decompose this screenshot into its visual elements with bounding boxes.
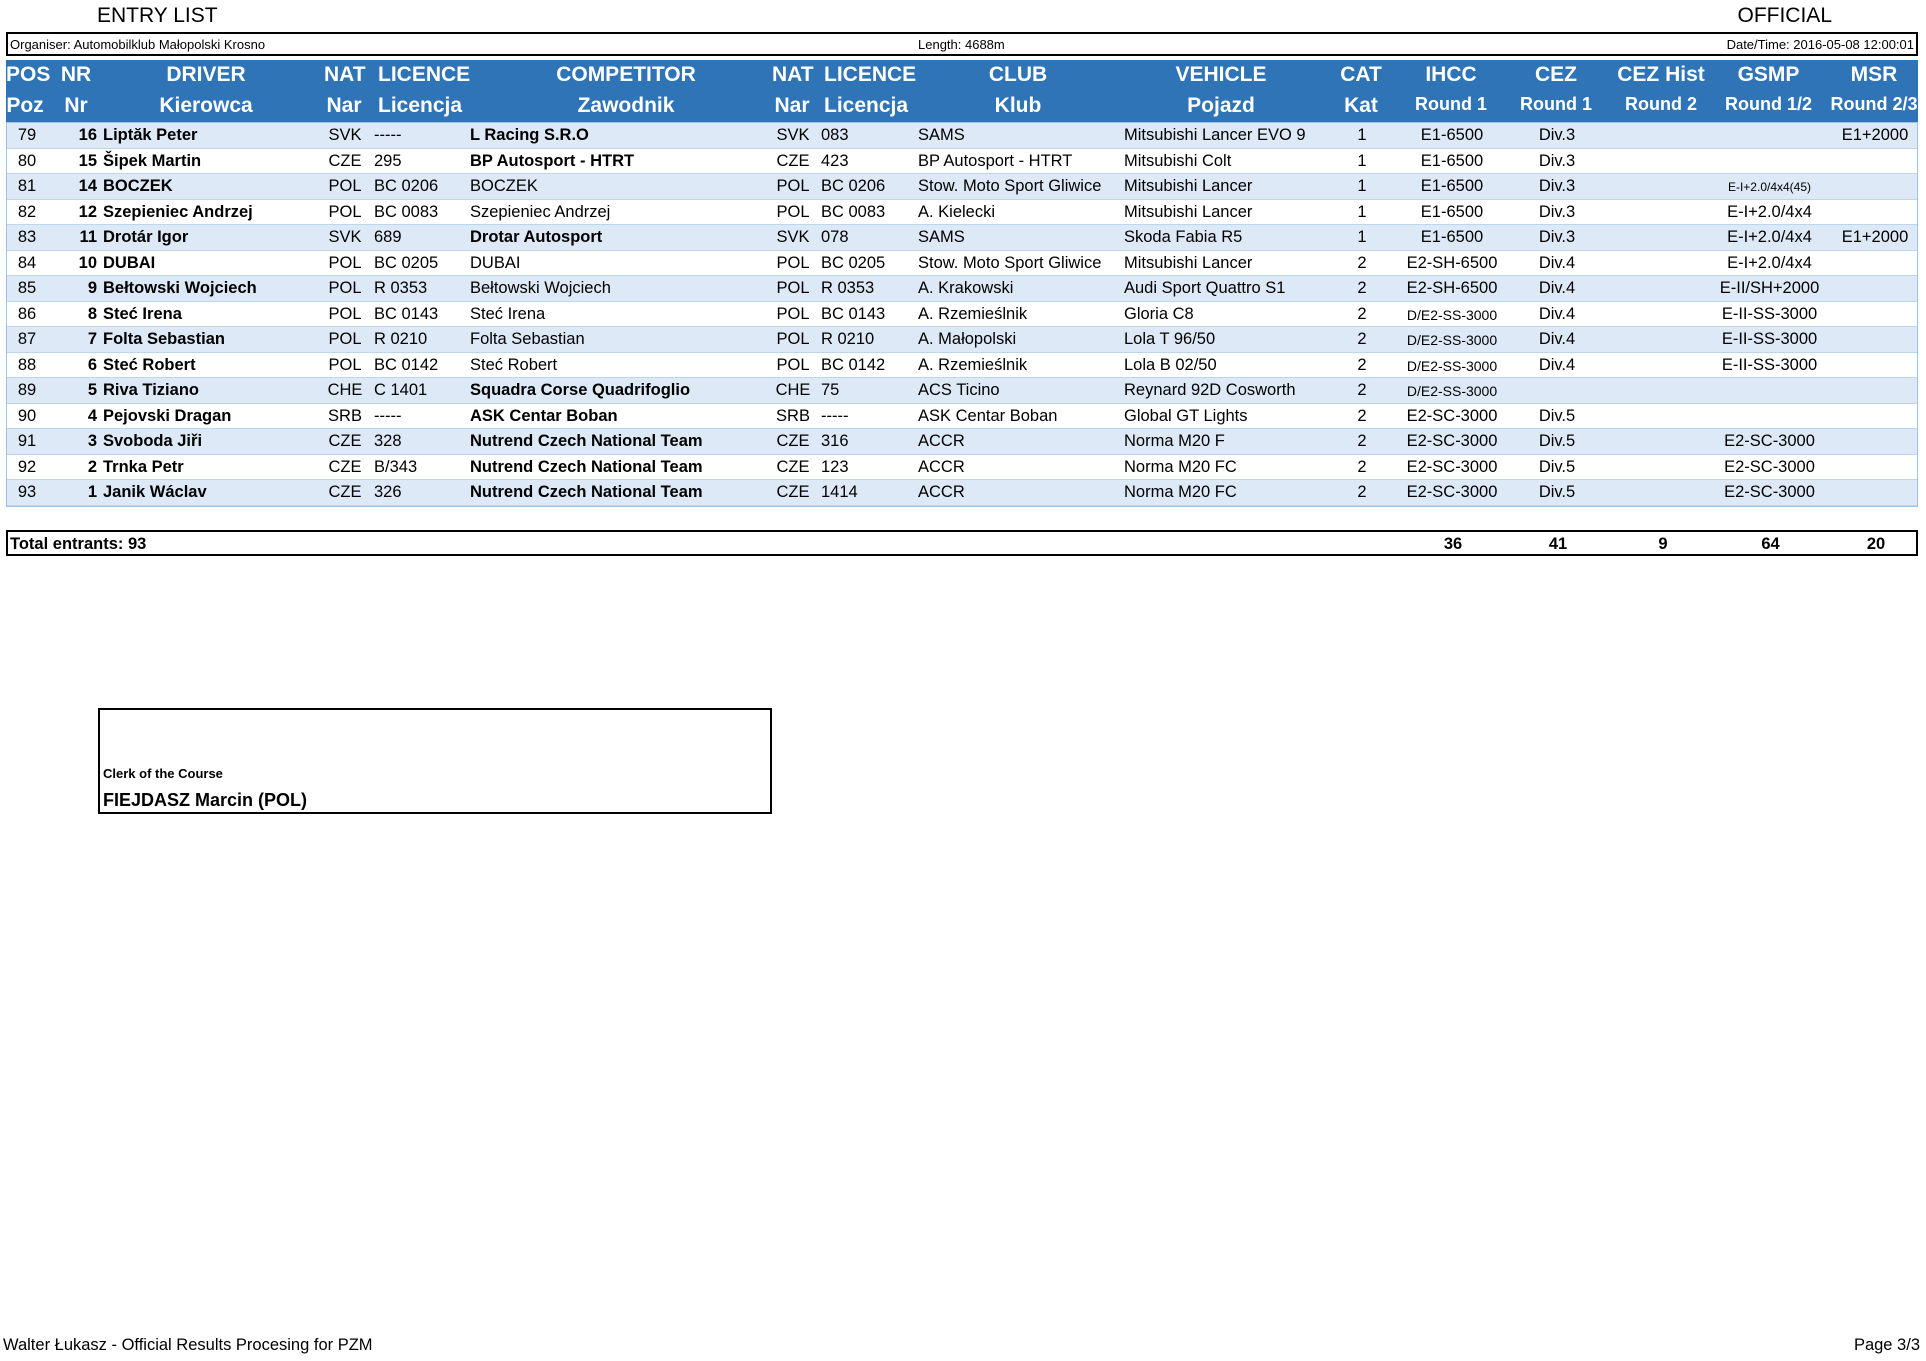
- cell-club: BP Autosport - HTRT: [918, 151, 1073, 170]
- cell-pos: 91: [17, 432, 37, 450]
- header-pos-sub: Poz: [6, 94, 44, 117]
- table-row: [7, 353, 1917, 379]
- cell-cat: 2: [1357, 304, 1367, 323]
- cell-nr: 11: [79, 228, 97, 246]
- cell-lic: B/343: [374, 457, 418, 476]
- cell-cat: 2: [1357, 355, 1367, 374]
- totals-bar: [6, 530, 1918, 556]
- table-row: [7, 149, 1917, 175]
- cell-clic: BC 0143: [821, 304, 886, 323]
- cell-pos: 88: [17, 355, 37, 374]
- header-gsmp-sub: Round 1/2: [1724, 94, 1812, 114]
- cell-cnat: SVK: [776, 228, 810, 246]
- cell-nat: SVK: [328, 126, 362, 144]
- clerk-name: FIEJDASZ Marcin (POL): [103, 790, 308, 810]
- cell-nr: 5: [87, 381, 97, 399]
- table-row: [7, 251, 1917, 277]
- cell-msr: E1+2000: [1841, 228, 1909, 246]
- cell-club: SAMS: [918, 228, 965, 246]
- cell-vehicle: Mitsubishi Lancer EVO 9: [1124, 126, 1306, 144]
- cell-lic: BC 0205: [374, 253, 439, 272]
- cell-nr: 3: [87, 432, 97, 450]
- cell-cat: 2: [1357, 457, 1367, 476]
- cell-cez: Div.3: [1538, 228, 1576, 246]
- header-nr-sub: Nr: [64, 94, 88, 117]
- cell-vehicle: Mitsubishi Lancer: [1124, 202, 1253, 221]
- cell-gsmp: E2-SC-3000: [1724, 457, 1815, 476]
- cell-lic: 689: [374, 228, 402, 246]
- cell-cnat: POL: [776, 355, 810, 374]
- cell-ihcc: D/E2-SS-3000: [1406, 383, 1498, 399]
- info-bar: [6, 32, 1918, 56]
- header-msr-sub: Round 2/3: [1830, 94, 1918, 114]
- cell-lic: 295: [374, 151, 402, 170]
- header-row-primary: [6, 60, 1918, 91]
- cell-nat: CZE: [328, 457, 362, 476]
- cell-gsmp: E-I+2.0/4x4: [1727, 228, 1812, 246]
- cell-ihcc: E1-6500: [1420, 126, 1484, 144]
- table-row: [7, 200, 1917, 226]
- cell-driver: Trnka Petr: [103, 457, 184, 476]
- cell-driver: Liptăk Peter: [103, 126, 198, 144]
- header-licence: LICENCE: [378, 63, 471, 86]
- cell-cez: Div.4: [1538, 330, 1576, 348]
- table-row: [7, 378, 1917, 404]
- cell-cez: Div.5: [1538, 457, 1576, 476]
- cell-cnat: POL: [776, 202, 810, 221]
- cell-comp: ASK Centar Boban: [470, 406, 618, 425]
- header-cez: CEZ: [1535, 63, 1577, 86]
- cell-lic: BC 0206: [374, 177, 439, 195]
- cell-pos: 85: [17, 279, 37, 297]
- header-vehicle: VEHICLE: [1175, 63, 1267, 86]
- cell-cnat: SRB: [776, 406, 810, 425]
- clerk-signature-box: [98, 708, 772, 814]
- cell-comp: BP Autosport - HTRT: [470, 151, 635, 170]
- cell-nr: 12: [78, 202, 97, 221]
- cell-nat: POL: [328, 330, 362, 348]
- cell-club: SAMS: [918, 126, 965, 144]
- cell-ihcc: E2-SC-3000: [1406, 406, 1498, 425]
- cell-ihcc: E2-SC-3000: [1406, 432, 1498, 450]
- header-nr: NR: [60, 63, 92, 86]
- cell-comp: Steć Robert: [470, 355, 558, 374]
- cell-lic: BC 0083: [374, 202, 439, 221]
- cell-nr: 16: [78, 126, 97, 144]
- cell-ihcc: E1-6500: [1420, 151, 1484, 170]
- cell-comp: Bełtowski Wojciech: [470, 279, 611, 297]
- header-club-sub: Klub: [994, 94, 1042, 117]
- table-row: [7, 276, 1917, 302]
- cell-gsmp: E-I+2.0/4x4(45): [1727, 180, 1812, 194]
- cell-driver: Riva Tiziano: [103, 381, 199, 399]
- table-row: [7, 174, 1917, 200]
- header-competitor-sub: Zawodnik: [577, 94, 675, 117]
- cell-clic: BC 0083: [821, 202, 886, 221]
- cell-vehicle: Skoda Fabia R5: [1124, 228, 1243, 246]
- cell-cez: Div.3: [1538, 177, 1576, 195]
- cell-lic: -----: [374, 126, 402, 144]
- header-cat-sub: Kat: [1344, 94, 1378, 117]
- total-gsmp: 64: [1761, 535, 1780, 553]
- cell-vehicle: Lola T 96/50: [1124, 330, 1216, 348]
- header-row-secondary: [6, 91, 1918, 122]
- cell-cat: 2: [1357, 483, 1367, 501]
- cell-nat: POL: [328, 355, 362, 374]
- header-ihcc-sub: Round 1: [1415, 94, 1487, 114]
- header-driver: DRIVER: [166, 63, 246, 86]
- cell-cnat: CZE: [776, 483, 810, 501]
- cell-driver: Janik Wáclav: [103, 483, 207, 501]
- cell-driver: Pejovski Dragan: [103, 406, 232, 425]
- header-ihcc: IHCC: [1425, 63, 1477, 86]
- document-title: ENTRY LIST: [97, 4, 218, 27]
- document-status: OFFICIAL: [1737, 4, 1832, 27]
- cell-club: ACCR: [918, 432, 965, 450]
- cell-nat: SVK: [328, 228, 362, 246]
- cell-pos: 90: [17, 406, 37, 425]
- cell-cat: 2: [1357, 406, 1367, 425]
- header-competitor-licence: LICENCE: [824, 63, 917, 86]
- cell-nr: 4: [87, 406, 97, 425]
- cell-cnat: CZE: [776, 432, 810, 450]
- cell-clic: R 0353: [821, 279, 875, 297]
- cell-lic: BC 0142: [374, 355, 439, 374]
- cell-nr: 2: [87, 457, 97, 476]
- cell-cnat: POL: [776, 177, 810, 195]
- total-cez-hist: 9: [1658, 535, 1668, 553]
- cell-nat: POL: [328, 202, 362, 221]
- total-ihcc: 36: [1443, 535, 1463, 553]
- header-vehicle-sub: Pojazd: [1187, 94, 1255, 117]
- header-licence-sub: Licencja: [378, 94, 463, 117]
- cell-vehicle: Reynard 92D Cosworth: [1124, 381, 1296, 399]
- cell-gsmp: E-II-SS-3000: [1721, 304, 1818, 323]
- footer-credit: Walter Łukasz - Official Results Procesing for PZM: [3, 1336, 373, 1354]
- cell-clic: 1414: [821, 483, 858, 501]
- cell-pos: 87: [17, 330, 37, 348]
- table-row: [7, 404, 1917, 430]
- cell-cez: Div.3: [1538, 202, 1576, 221]
- cell-lic: R 0210: [374, 330, 428, 348]
- cell-vehicle: Norma M20 F: [1124, 432, 1225, 450]
- cell-cat: 2: [1357, 330, 1367, 348]
- cell-cat: 2: [1357, 432, 1367, 450]
- cell-driver: Bełtowski Wojciech: [103, 279, 257, 297]
- cell-clic: BC 0205: [821, 253, 886, 272]
- cell-cez: Div.3: [1538, 151, 1576, 170]
- cell-cnat: POL: [776, 304, 810, 323]
- header-cez-hist: CEZ Hist: [1617, 63, 1705, 86]
- cell-nat: CZE: [328, 151, 362, 170]
- header-driver-sub: Kierowca: [159, 94, 253, 117]
- cell-club: ACS Ticino: [918, 381, 1000, 399]
- cell-club: A. Kielecki: [918, 202, 996, 221]
- cell-vehicle: Lola B 02/50: [1124, 355, 1217, 374]
- cell-pos: 92: [17, 457, 37, 476]
- cell-comp: Nutrend Czech National Team: [470, 483, 703, 501]
- organiser-text: Organiser: Automobilklub Małopolski Krosno: [10, 37, 266, 52]
- cell-ihcc: D/E2-SS-3000: [1406, 357, 1498, 374]
- cell-driver: Steć Robert: [103, 355, 196, 374]
- cell-club: A. Małopolski: [918, 330, 1017, 348]
- clerk-label: Clerk of the Course: [103, 766, 223, 781]
- cell-nr: 15: [78, 151, 97, 170]
- cell-vehicle: Audi Sport Quattro S1: [1124, 279, 1286, 297]
- table-row: [7, 455, 1917, 481]
- table-row: [7, 429, 1917, 455]
- cell-pos: 81: [17, 177, 37, 195]
- cell-gsmp: E-I+2.0/4x4: [1727, 202, 1812, 221]
- cell-ihcc: E2-SH-6500: [1406, 253, 1498, 272]
- cell-comp: Nutrend Czech National Team: [470, 457, 703, 476]
- cell-cnat: CZE: [776, 151, 810, 170]
- cell-nat: POL: [328, 253, 362, 272]
- cell-vehicle: Mitsubishi Lancer: [1124, 253, 1253, 272]
- cell-cat: 1: [1357, 151, 1367, 170]
- header-cez-hist-sub: Round 2: [1625, 94, 1697, 114]
- header-gsmp: GSMP: [1737, 63, 1800, 86]
- cell-ihcc: D/E2-SS-3000: [1406, 306, 1498, 323]
- cell-nat: POL: [328, 177, 362, 195]
- cell-driver: Steć Irena: [103, 304, 182, 323]
- cell-cez: Div.4: [1538, 304, 1576, 323]
- cell-cez: Div.5: [1538, 432, 1576, 450]
- length-text: Length: 4688m: [918, 37, 1005, 52]
- cell-msr: E1+2000: [1841, 126, 1909, 144]
- cell-pos: 82: [17, 202, 37, 221]
- header-pos: POS: [6, 63, 51, 86]
- total-msr: 20: [1866, 535, 1886, 553]
- table-row: [7, 302, 1917, 328]
- cell-nr: 8: [87, 304, 97, 323]
- cell-nat: CZE: [328, 432, 362, 450]
- cell-cat: 2: [1357, 279, 1367, 297]
- cell-vehicle: Norma M20 FC: [1124, 457, 1237, 476]
- cell-cez: Div.5: [1538, 406, 1576, 425]
- cell-cat: 1: [1357, 202, 1367, 221]
- cell-cnat: POL: [776, 253, 810, 272]
- cell-clic: 316: [821, 432, 849, 450]
- table-row: [7, 480, 1917, 506]
- cell-driver: Drotár Igor: [103, 228, 189, 246]
- cell-club: A. Krakowski: [918, 279, 1014, 297]
- cell-comp: Nutrend Czech National Team: [470, 432, 703, 450]
- cell-ihcc: E1-6500: [1420, 228, 1484, 246]
- cell-comp: BOCZEK: [470, 177, 538, 195]
- cell-vehicle: Mitsubishi Lancer: [1124, 177, 1253, 195]
- table-header: [6, 60, 1918, 122]
- cell-nat: CHE: [327, 381, 363, 399]
- header-competitor-licence-sub: Licencja: [824, 94, 909, 117]
- cell-gsmp: E2-SC-3000: [1724, 483, 1815, 501]
- cell-gsmp: E-I+2.0/4x4: [1727, 253, 1812, 272]
- header-competitor-nat: NAT: [772, 63, 814, 86]
- cell-clic: -----: [821, 406, 849, 425]
- cell-nr: 14: [78, 177, 97, 195]
- cell-vehicle: Norma M20 FC: [1124, 483, 1237, 501]
- cell-gsmp: E-II-SS-3000: [1721, 330, 1818, 348]
- cell-clic: 423: [821, 151, 849, 170]
- table-row: [7, 327, 1917, 353]
- cell-club: Stow. Moto Sport Gliwice: [918, 253, 1102, 272]
- page-number: Page 3/3: [1853, 1336, 1920, 1354]
- cell-vehicle: Global GT Lights: [1124, 406, 1248, 425]
- cell-nr: 1: [87, 483, 97, 501]
- datetime-text: Date/Time: 2016-05-08 12:00:01: [1726, 37, 1914, 52]
- cell-vehicle: Gloria C8: [1124, 304, 1194, 323]
- cell-cnat: POL: [776, 330, 810, 348]
- cell-ihcc: E2-SC-3000: [1406, 457, 1498, 476]
- cell-pos: 79: [17, 126, 37, 144]
- header-competitor: COMPETITOR: [556, 63, 696, 86]
- cell-comp: Folta Sebastian: [470, 330, 585, 348]
- cell-nat: POL: [328, 304, 362, 323]
- cell-comp: Squadra Corse Quadrifoglio: [470, 381, 691, 399]
- cell-cez: Div.4: [1538, 279, 1576, 297]
- cell-comp: Szepieniec Andrzej: [470, 202, 611, 221]
- cell-pos: 89: [17, 381, 37, 399]
- cell-comp: DUBAI: [470, 253, 521, 272]
- cell-cez: Div.5: [1538, 483, 1576, 501]
- cell-clic: R 0210: [821, 330, 875, 348]
- cell-driver: Šipek Martin: [103, 151, 202, 170]
- header-nat-sub: Nar: [326, 94, 362, 117]
- cell-lic: C 1401: [374, 381, 428, 399]
- header-cat: CAT: [1340, 63, 1382, 86]
- cell-clic: BC 0142: [821, 355, 886, 374]
- cell-ihcc: E1-6500: [1420, 202, 1484, 221]
- entry-table: [6, 122, 1918, 507]
- cell-nr: 6: [87, 355, 97, 374]
- cell-club: A. Rzemieślnik: [918, 355, 1028, 374]
- cell-lic: BC 0143: [374, 304, 439, 323]
- cell-nr: 9: [87, 279, 97, 297]
- cell-clic: 083: [821, 126, 849, 144]
- header-competitor-nat-sub: Nar: [774, 94, 810, 117]
- cell-pos: 86: [17, 304, 37, 323]
- cell-clic: 75: [821, 381, 840, 399]
- cell-driver: BOCZEK: [103, 177, 173, 195]
- cell-club: ACCR: [918, 483, 965, 501]
- cell-vehicle: Mitsubishi Colt: [1124, 151, 1232, 170]
- cell-cat: 2: [1357, 381, 1367, 399]
- cell-club: A. Rzemieślnik: [918, 304, 1028, 323]
- cell-nr: 7: [87, 330, 97, 348]
- cell-cez: Div.4: [1538, 253, 1576, 272]
- total-entrants: Total entrants: 93: [10, 535, 147, 553]
- cell-pos: 83: [17, 228, 37, 246]
- cell-pos: 93: [17, 483, 37, 501]
- table-row: [7, 123, 1917, 149]
- cell-gsmp: E-II/SH+2000: [1719, 279, 1820, 297]
- header-cez-sub: Round 1: [1520, 94, 1592, 114]
- cell-gsmp: E-II-SS-3000: [1721, 355, 1818, 374]
- cell-nat: CZE: [328, 483, 362, 501]
- total-cez: 41: [1548, 535, 1568, 553]
- cell-driver: Szepieniec Andrzej: [103, 202, 253, 221]
- cell-cez: Div.4: [1538, 355, 1576, 374]
- cell-driver: Folta Sebastian: [103, 330, 225, 348]
- cell-ihcc: E2-SH-6500: [1406, 279, 1498, 297]
- header-msr: MSR: [1850, 63, 1898, 86]
- cell-comp: Steć Irena: [470, 304, 546, 323]
- cell-club: ACCR: [918, 457, 965, 476]
- cell-pos: 84: [17, 253, 37, 272]
- cell-lic: 326: [374, 483, 402, 501]
- cell-nat: POL: [328, 279, 362, 297]
- cell-clic: 123: [821, 457, 849, 476]
- cell-cez: Div.3: [1538, 126, 1576, 144]
- cell-ihcc: D/E2-SS-3000: [1406, 332, 1498, 348]
- cell-cat: 1: [1357, 228, 1367, 246]
- cell-cat: 1: [1357, 126, 1367, 144]
- cell-cat: 1: [1357, 177, 1367, 195]
- cell-gsmp: E2-SC-3000: [1724, 432, 1815, 450]
- cell-ihcc: E2-SC-3000: [1406, 483, 1498, 501]
- cell-driver: Svoboda Jiři: [103, 432, 203, 450]
- cell-pos: 80: [17, 151, 37, 170]
- cell-club: Stow. Moto Sport Gliwice: [918, 177, 1102, 195]
- cell-lic: R 0353: [374, 279, 428, 297]
- table-row: [7, 225, 1917, 251]
- cell-cnat: POL: [776, 279, 810, 297]
- cell-clic: 078: [821, 228, 849, 246]
- header-club: CLUB: [988, 63, 1048, 86]
- cell-nr: 10: [78, 253, 97, 272]
- cell-cnat: SVK: [776, 126, 810, 144]
- cell-lic: -----: [374, 406, 402, 425]
- cell-lic: 328: [374, 432, 402, 450]
- cell-comp: L Racing S.R.O: [470, 126, 589, 144]
- cell-cat: 2: [1357, 253, 1367, 272]
- cell-cnat: CZE: [776, 457, 810, 476]
- header-nat: NAT: [324, 63, 366, 86]
- cell-comp: Drotar Autosport: [470, 228, 603, 246]
- cell-driver: DUBAI: [103, 253, 156, 272]
- cell-clic: BC 0206: [821, 177, 886, 195]
- cell-cnat: CHE: [775, 381, 811, 399]
- cell-nat: SRB: [328, 406, 362, 425]
- cell-ihcc: E1-6500: [1420, 177, 1484, 195]
- cell-club: ASK Centar Boban: [918, 406, 1058, 425]
